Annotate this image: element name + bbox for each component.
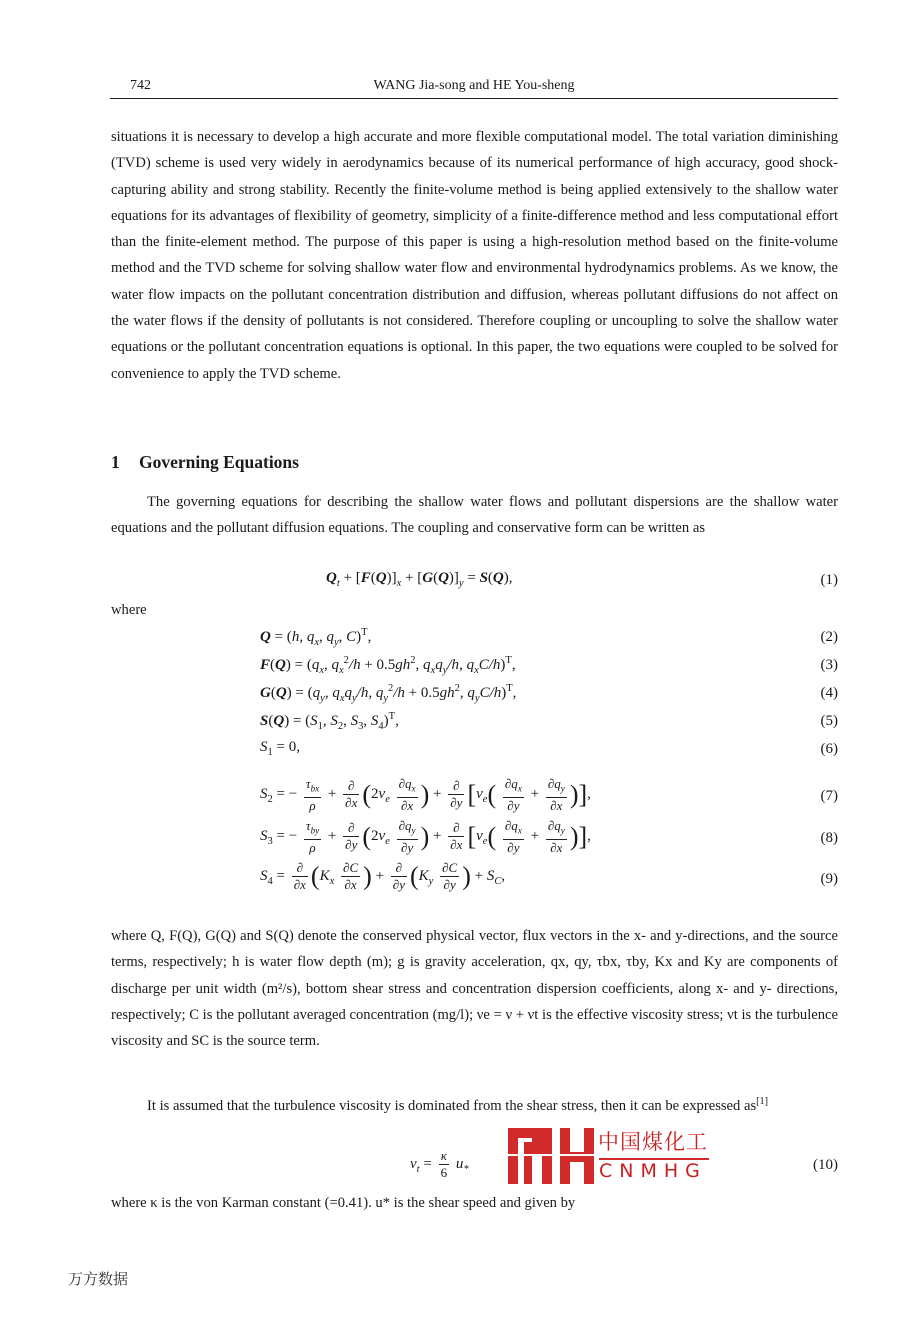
section-title: Governing Equations bbox=[139, 452, 299, 472]
intro-paragraph bbox=[111, 124, 838, 387]
watermark-english-text: CNMHG bbox=[599, 1160, 707, 1182]
mh-logo-icon bbox=[508, 1128, 596, 1184]
intro-paragraph-text: situations it is necessary to develop a high accurate and more flexible computational model. The total variation diminishing (TVD) scheme is used very widely in aerodynamics because of its numerical performance of high accuracy, good shock-capturing ability and strong stability. Recently the finite-volume method is being applied extensively to the shallow water equations for its advantages of flexibility of geometry, simplicity of a finite-difference method and less computational effort than the finite-element method. The purpose of this paper is using a high-resolution method based on the finite-volume method and the TVD scheme for solving shallow water flow and environmental hydrodynamics problems. As we know, the water flow impacts on the pollutant concentration distribution and diffusion, whereas pollutant diffusions do not affect on the water flows if the density of pollutants is not considered. Therefore coupling or uncoupling to solve the shallow water equations or the pollutant concentration equations is optional. In this paper, the two equations were coupled to be solved for convenience to apply the TVD scheme. bbox=[111, 129, 838, 382]
assumption-paragraph bbox=[111, 1089, 838, 1119]
equation-number-2: (2) bbox=[820, 629, 838, 645]
equation-1: $Q_t + [F(Q)]_x + [G(Q)]_y = S(Q)$, bbox=[326, 570, 513, 589]
equation-number-3: (3) bbox=[820, 657, 838, 673]
governing-paragraph bbox=[111, 489, 838, 542]
definitions-paragraph bbox=[111, 923, 838, 1054]
equation-6: $S_1 = 0$, bbox=[260, 739, 300, 758]
section-heading bbox=[111, 452, 299, 473]
equation-5: $S(Q) = (S_1$, $S_2$, $S_3$, $S_4)^T$, bbox=[260, 711, 399, 732]
karman-paragraph-text: where κ is the von Karman constant (=0.41). u* is the shear speed and given by bbox=[111, 1195, 576, 1211]
karman-paragraph bbox=[111, 1190, 838, 1216]
equation-10: $\nu_t$ = $\frac{\kappa}{6}$ $u_*$ bbox=[410, 1148, 469, 1180]
section-number: 1 bbox=[111, 452, 120, 472]
citation-ref[interactable]: [1] bbox=[756, 1096, 769, 1107]
equation-2: Q = (h, $q_x$, $q_y$, C)$^T$, bbox=[260, 627, 372, 648]
equation-number-4: (4) bbox=[820, 685, 838, 701]
equation-number-5: (5) bbox=[820, 713, 838, 729]
equation-9: $S_4$ = $\frac{\partial}{\partial x}$ ($K_x$ $\frac{\partial C}{\partial x}$ ) + $\frac{\partial}{\partial y}$ ($K_y$ $\frac{\partial C}{\partial y}$ ) + $S_C$, bbox=[260, 860, 506, 892]
page-number: 742 bbox=[130, 78, 151, 93]
watermark-chinese-text: 中国煤化工 bbox=[598, 1130, 708, 1154]
equation-4: $G(Q) = (q_y$, $q_xq_y/h$, $q_y^2/h + 0.5gh^2$, $q_yC/h)^T$, bbox=[260, 683, 517, 704]
equation-number-9: (9) bbox=[820, 871, 838, 887]
equation-3: $F(Q) = (q_x$, $q_x^2/h + 0.5gh^2$, $q_xq_y/h$, $q_xC/h)^T$, bbox=[260, 655, 516, 676]
equation-number-6: (6) bbox=[820, 741, 838, 757]
equation-number-1: (1) bbox=[820, 572, 838, 588]
governing-paragraph-text: The governing equations for describing the shallow water flows and pollutant dispersions are the shallow water equations and the pollutant diffusion equations. The coupling and conservative form can be written as bbox=[111, 494, 838, 537]
equation-8: $S_3$ = − $\frac{\tau_{by}}{\rho}$ + $\frac{\partial}{\partial y}$ ($2\nu_e$ $\frac{\partial q_y}{\partial y}$ ) + $\frac{\partial}{\partial x}$ [$\nu_e$( $\frac{\partial q_x}{\partial y}$ + $\frac{\partial q_y}{\partial x}$ )], bbox=[260, 818, 591, 855]
running-title: WANG Jia-song and HE You-sheng bbox=[373, 78, 575, 93]
running-header bbox=[110, 76, 838, 99]
equation-number-8: (8) bbox=[820, 830, 838, 846]
source-watermark: 万方数据 bbox=[68, 1270, 129, 1288]
where-label: where bbox=[111, 602, 147, 618]
cnmhg-watermark-logo bbox=[508, 1128, 708, 1184]
equation-7: $S_2$ = − $\frac{\tau_{bx}}{\rho}$ + $\frac{\partial}{\partial x}$ ($2\nu_e$ $\frac{\partial q_x}{\partial x}$ ) + $\frac{\partial}{\partial y}$ [$\nu_e$( $\frac{\partial q_x}{\partial y}$ + $\frac{\partial q_y}{\partial x}$ )], bbox=[260, 776, 591, 813]
equation-number-10: (10) bbox=[813, 1157, 838, 1173]
equation-number-7: (7) bbox=[820, 788, 838, 804]
definitions-paragraph-text: where Q, F(Q), G(Q) and S(Q) denote the conserved physical vector, flux vectors in the x- and y-directions, and the source terms, respectively; h is water flow depth (m); g is gravity acceleration, qx, qy, τbx, τby, Kx and Ky are components of discharge per unit width (m²/s), bottom shear stress and concentration dispersion coefficients, along x- and y- directions, respectively; C is the pollutant averaged concentration (mg/l); νe = ν + νt is the effective viscosity stress; νt is the turbulence viscosity and SC is the source term. bbox=[111, 928, 838, 1050]
assumption-paragraph-text: It is assumed that the turbulence viscosity is dominated from the shear stress, then it can be expressed as bbox=[147, 1097, 757, 1114]
